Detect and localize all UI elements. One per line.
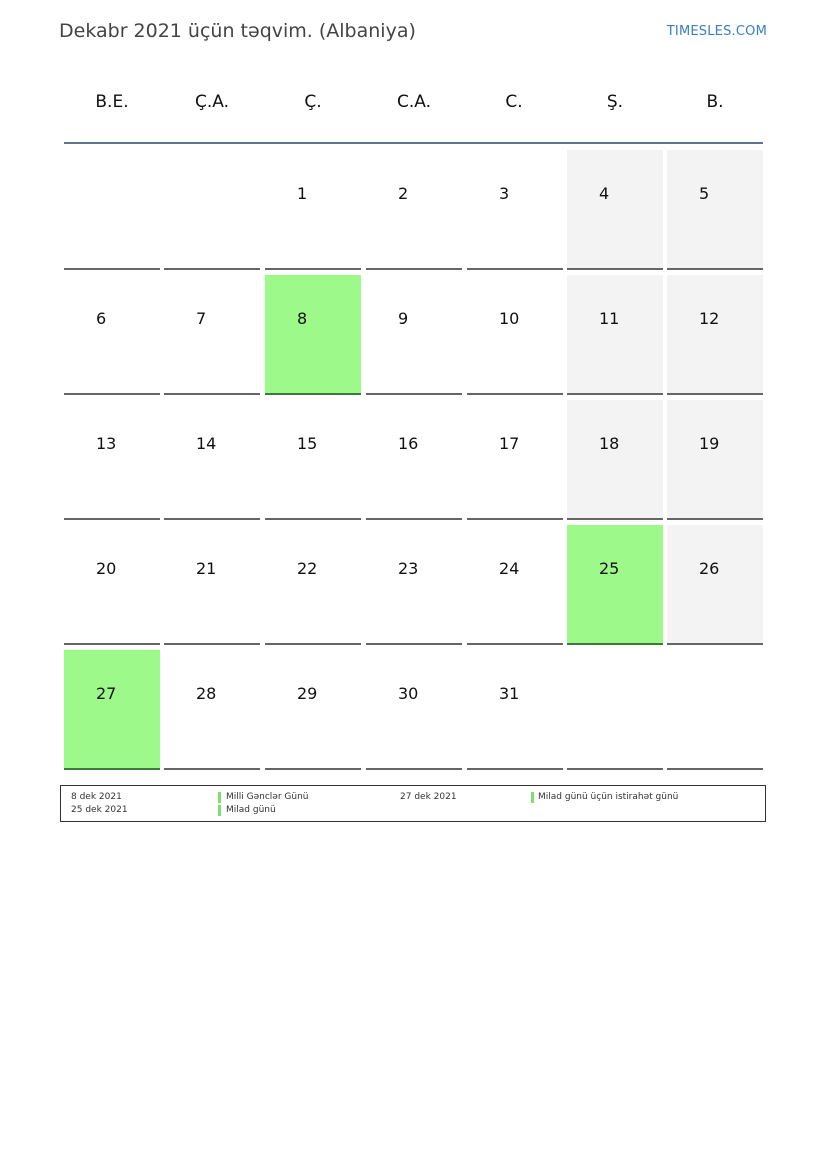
day-cell[interactable] <box>366 525 462 645</box>
day-cell[interactable] <box>567 275 663 395</box>
day-cell[interactable] <box>265 275 361 395</box>
day-number: 1 <box>297 184 308 203</box>
day-number: 24 <box>499 559 520 578</box>
day-number: 16 <box>398 434 419 453</box>
day-number: 4 <box>599 184 610 203</box>
day-cell[interactable] <box>667 275 763 395</box>
day-number: 2 <box>398 184 409 203</box>
day-number: 28 <box>196 684 217 703</box>
day-cell[interactable] <box>164 275 260 395</box>
empty-day-cell <box>164 150 260 270</box>
day-cell[interactable] <box>667 150 763 270</box>
day-number: 15 <box>297 434 318 453</box>
day-number: 14 <box>196 434 217 453</box>
day-cell[interactable] <box>467 650 563 770</box>
day-cell[interactable] <box>265 525 361 645</box>
day-number: 3 <box>499 184 510 203</box>
legend-color-marker <box>218 792 221 803</box>
day-number: 17 <box>499 434 520 453</box>
day-number: 30 <box>398 684 419 703</box>
day-number: 11 <box>599 309 620 328</box>
day-number: 10 <box>499 309 520 328</box>
day-cell[interactable] <box>467 400 563 520</box>
empty-day-cell <box>64 150 160 270</box>
day-number: 23 <box>398 559 419 578</box>
weekday-label: C. <box>505 92 523 112</box>
day-number: 9 <box>398 309 409 328</box>
day-cell[interactable] <box>366 275 462 395</box>
day-cell[interactable] <box>366 150 462 270</box>
day-number: 7 <box>196 309 207 328</box>
day-cell[interactable] <box>366 650 462 770</box>
day-number: 13 <box>96 434 117 453</box>
legend-holiday-name: Milad günü <box>226 805 276 815</box>
day-number: 20 <box>96 559 117 578</box>
empty-day-cell <box>567 650 663 770</box>
day-cell[interactable] <box>567 525 663 645</box>
day-number: 22 <box>297 559 318 578</box>
day-number: 29 <box>297 684 318 703</box>
legend-date: 25 dek 2021 <box>71 805 128 815</box>
day-cell[interactable] <box>467 150 563 270</box>
page-title: Dekabr 2021 üçün təqvim. (Albaniya) <box>59 20 416 42</box>
day-cell[interactable] <box>265 150 361 270</box>
legend-date: 27 dek 2021 <box>400 792 457 802</box>
header-divider <box>64 142 763 144</box>
day-number: 18 <box>599 434 620 453</box>
brand-link[interactable]: TIMESLES.COM <box>666 24 767 39</box>
day-cell[interactable] <box>164 650 260 770</box>
weekday-label: Ç. <box>304 92 322 112</box>
weekday-label: C.A. <box>396 92 431 112</box>
day-cell[interactable] <box>64 275 160 395</box>
day-number: 19 <box>699 434 720 453</box>
day-number: 25 <box>599 559 620 578</box>
day-cell[interactable] <box>164 525 260 645</box>
weekday-header <box>62 92 765 116</box>
day-number: 27 <box>96 684 117 703</box>
weekday-label: B. <box>706 92 724 112</box>
day-cell[interactable] <box>64 650 160 770</box>
day-cell[interactable] <box>64 400 160 520</box>
legend-color-marker <box>218 805 221 816</box>
day-cell[interactable] <box>265 650 361 770</box>
day-cell[interactable] <box>567 150 663 270</box>
day-number: 31 <box>499 684 520 703</box>
day-cell[interactable] <box>467 525 563 645</box>
day-cell[interactable] <box>467 275 563 395</box>
day-cell[interactable] <box>667 525 763 645</box>
weekday-label: Ş. <box>606 92 624 112</box>
weekday-label: B.E. <box>95 92 129 112</box>
empty-day-cell <box>667 650 763 770</box>
day-number: 6 <box>96 309 107 328</box>
legend-color-marker <box>531 792 534 803</box>
day-cell[interactable] <box>64 525 160 645</box>
legend-holiday-name: Milli Gənclər Günü <box>226 792 309 802</box>
day-cell[interactable] <box>164 400 260 520</box>
legend-holiday-name: Milad günü üçün istirahət günü <box>538 792 679 802</box>
day-cell[interactable] <box>265 400 361 520</box>
day-cell[interactable] <box>667 400 763 520</box>
day-cell[interactable] <box>366 400 462 520</box>
weekday-label: Ç.A. <box>194 92 229 112</box>
day-cell[interactable] <box>567 400 663 520</box>
day-number: 8 <box>297 309 308 328</box>
day-number: 26 <box>699 559 720 578</box>
day-number: 21 <box>196 559 217 578</box>
legend-date: 8 dek 2021 <box>71 792 122 802</box>
day-number: 5 <box>699 184 710 203</box>
holiday-legend <box>60 785 766 822</box>
day-number: 12 <box>699 309 720 328</box>
